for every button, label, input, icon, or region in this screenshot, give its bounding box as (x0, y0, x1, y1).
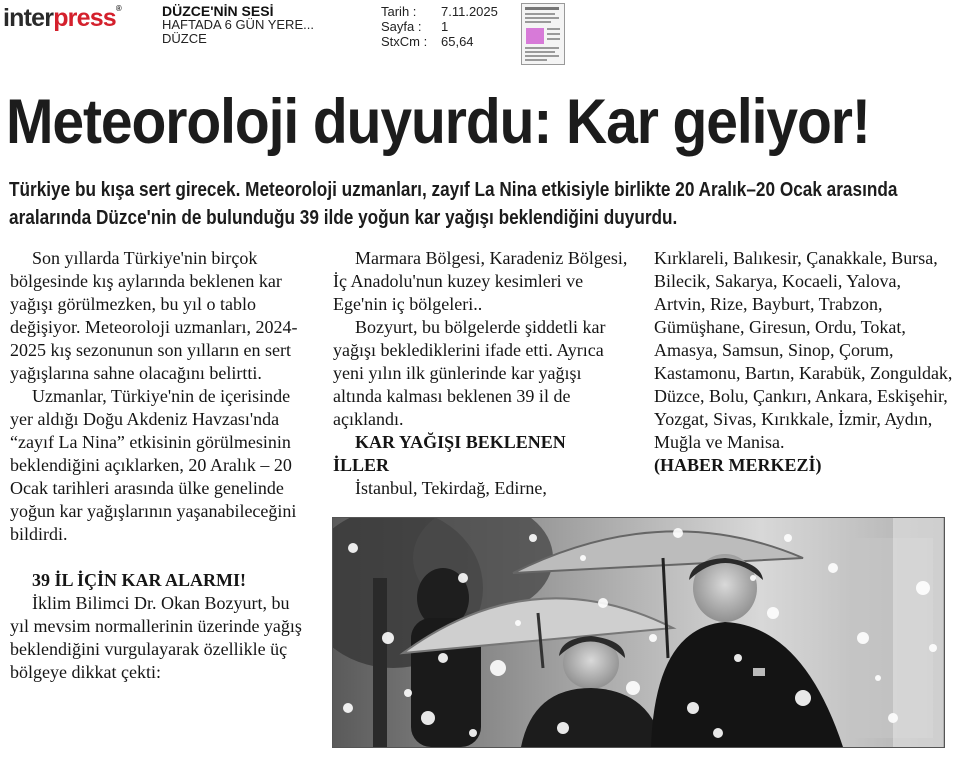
clipping-meta (381, 4, 498, 49)
article-headline: Meteoroloji duyurdu: Kar geliyor! (6, 87, 870, 157)
clipping-header (0, 0, 958, 66)
publication-info (162, 4, 314, 46)
publication-name: DÜZCE'NİN SESİ (162, 3, 274, 19)
column3-paragraph-1: Kırklareli, Balıkesir, Çanakkale, Bursa, Bilecik, Sakarya, Kocaeli, Yalova, Artvin, Rize, Bayburt, Trabzon, Gümüşhane, Giresun, Ordu, Tokat, Amasya, Samsun, Sinop, Çorum, Kastamonu, Bartın, Karabük, Zonguldak, Düzce, Bolu, Çankırı, Ankara, Eskişehir, Yozgat, Sivas, Kırıkkale, İzmir, Aydın, Muğla ve Manisa. (654, 248, 953, 452)
column2-paragraph-2: Bozyurt, bu bölgelerde şiddetli kar yağışı beklediklerini ifade etti. Ayrıca yeni yılın ilk günlerinde kar yağışı altında kalması beklenen 39 il de açıklandı. (333, 317, 606, 429)
meta-page: Sayfa : 1 (381, 19, 449, 34)
article-lead: Türkiye bu kışa sert girecek. Meteoroloji uzmanları, zayıf La Nina etkisiyle birlikte 20 Aralık–20 Ocak arasında aralarında Düzce'nin de bulunduğu 39 ilde yoğun kar yağışı beklendiğini duyurdu. (9, 179, 898, 229)
column1-subheading: 39 İL İÇİN KAR ALARMI! (32, 570, 247, 590)
meta-stxcm: StxCm : 65,64 (381, 34, 474, 49)
article-column-2 (333, 247, 633, 500)
interpress-logo: interpress® (3, 4, 122, 32)
column2-paragraph-3: İstanbul, Tekirdağ, Edirne, (355, 478, 547, 498)
column2-subheading: KAR YAĞIŞI BEKLENEN İLLER (333, 432, 566, 475)
publication-city: DÜZCE (162, 31, 207, 46)
article-column-1 (10, 247, 308, 684)
snow-umbrella-couple-photo (332, 517, 945, 748)
thumbnail-highlight (526, 28, 544, 44)
column2-paragraph-1: Marmara Bölgesi, Karadeniz Bölgesi, İç Anadolu'nun kuzey kesimleri ve Ege'nin iç bölgeleri.. (333, 248, 628, 314)
column1-paragraph-3: İklim Bilimci Dr. Okan Bozyurt, bu yıl mevsim normallerinin üzerinde yağış beklendiğini vurgulayarak özellikle üç bölgeye dikkat çekti: (10, 593, 302, 682)
article-column-3 (654, 247, 954, 477)
photo-illustration (333, 518, 944, 747)
news-agency-credit: (HABER MERKEZİ) (654, 455, 822, 475)
meta-date: Tarih : 7.11.2025 (381, 4, 498, 19)
page-thumbnail-icon[interactable] (521, 3, 565, 65)
column1-paragraph-2: Uzmanlar, Türkiye'nin de içerisinde yer aldığı Doğu Akdeniz Havzası'nda “zayıf La Nina” etkisinin görülmesinin beklendiğini açıklarken, 20 Aralık – 20 Ocak tarihleri arasında ülke genelinde yoğun kar yağışlarının yaşanabileceğini bildirdi. (10, 386, 297, 544)
column1-paragraph-1: Son yıllarda Türkiye'nin birçok bölgesinde kış aylarında beklenen kar yağışı görülmezken, bu yıl o tablo değişiyor. Meteoroloji uzmanları, 2024-2025 kış sezonunun son yılların en sert yağışlarına sahne olacağını belirtti. (10, 248, 298, 383)
publication-frequency: HAFTADA 6 GÜN YERE... (162, 17, 314, 32)
